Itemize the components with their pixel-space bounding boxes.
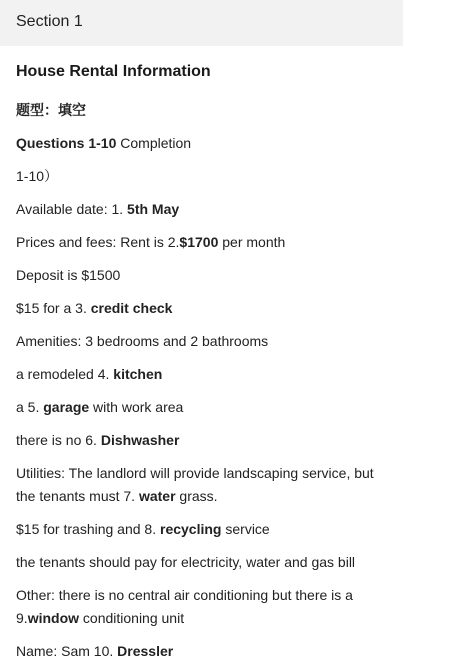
line-text: the tenants must 7. [16, 488, 139, 504]
line-garage [16, 398, 183, 416]
questions-line [16, 134, 191, 152]
answer-text: Dishwasher [100, 432, 180, 448]
answer-text: kitchen [113, 366, 163, 382]
line-available-date [16, 200, 179, 218]
questions-kind: Completion [116, 135, 192, 151]
line-other [16, 586, 353, 604]
line-text-after: service [221, 521, 270, 537]
line-text: $15 for trashing and 8. [16, 521, 160, 537]
line-text: Prices and fees: Rent is 2. [16, 234, 180, 250]
line-amenities [16, 332, 268, 350]
answer-text: recycling [160, 521, 222, 537]
answer-text: 5th May [127, 201, 180, 217]
line-kitchen [16, 365, 162, 383]
answer-text: window [27, 610, 80, 626]
answer-text: water [138, 488, 176, 504]
line-text: a 5. [16, 399, 44, 415]
line-text: $15 for a 3. [16, 300, 91, 316]
line-water [16, 487, 218, 505]
answer-text: garage [43, 399, 90, 415]
line-text: there is no 6. [16, 432, 101, 448]
answer-text: credit check [90, 300, 173, 316]
line-text: 9. [16, 610, 28, 626]
line-deposit [16, 266, 120, 284]
line-text-after: grass. [175, 488, 218, 504]
line-text: Amenities: 3 bedrooms and 2 bathrooms [16, 333, 269, 349]
line-text-after: with work area [89, 399, 184, 415]
line-rent [16, 233, 285, 251]
line-text: Deposit is $1500 [16, 267, 121, 283]
range-line: 1-10） [16, 168, 59, 184]
section-header [0, 0, 403, 46]
answer-text: $1700 [179, 234, 219, 250]
line-text-after: conditioning unit [79, 610, 185, 626]
line-window [16, 609, 184, 627]
line-utilities [16, 464, 374, 482]
answer-text: Dressler [117, 643, 174, 659]
line-text: Other: there is no central air conditioning but there is a [16, 587, 353, 603]
question-type: 题型：填空 [16, 102, 86, 118]
page-title: House Rental Information [16, 63, 211, 80]
line-bills [16, 553, 355, 571]
line-name [16, 642, 173, 660]
section-label: Section 1 [16, 13, 83, 30]
questions-range: Questions 1-10 [16, 135, 117, 151]
line-text: Utilities: The landlord will provide landscaping service, but [16, 465, 374, 481]
line-recycling [16, 520, 270, 538]
line-text: the tenants should pay for electricity, water and gas bill [16, 554, 356, 570]
line-text-after: per month [218, 234, 286, 250]
line-text: a remodeled 4. [16, 366, 114, 382]
line-dishwasher [16, 431, 179, 449]
line-text: Name: Sam 10. [16, 643, 118, 659]
line-credit-check [16, 299, 172, 317]
line-text: Available date: 1. [16, 201, 128, 217]
